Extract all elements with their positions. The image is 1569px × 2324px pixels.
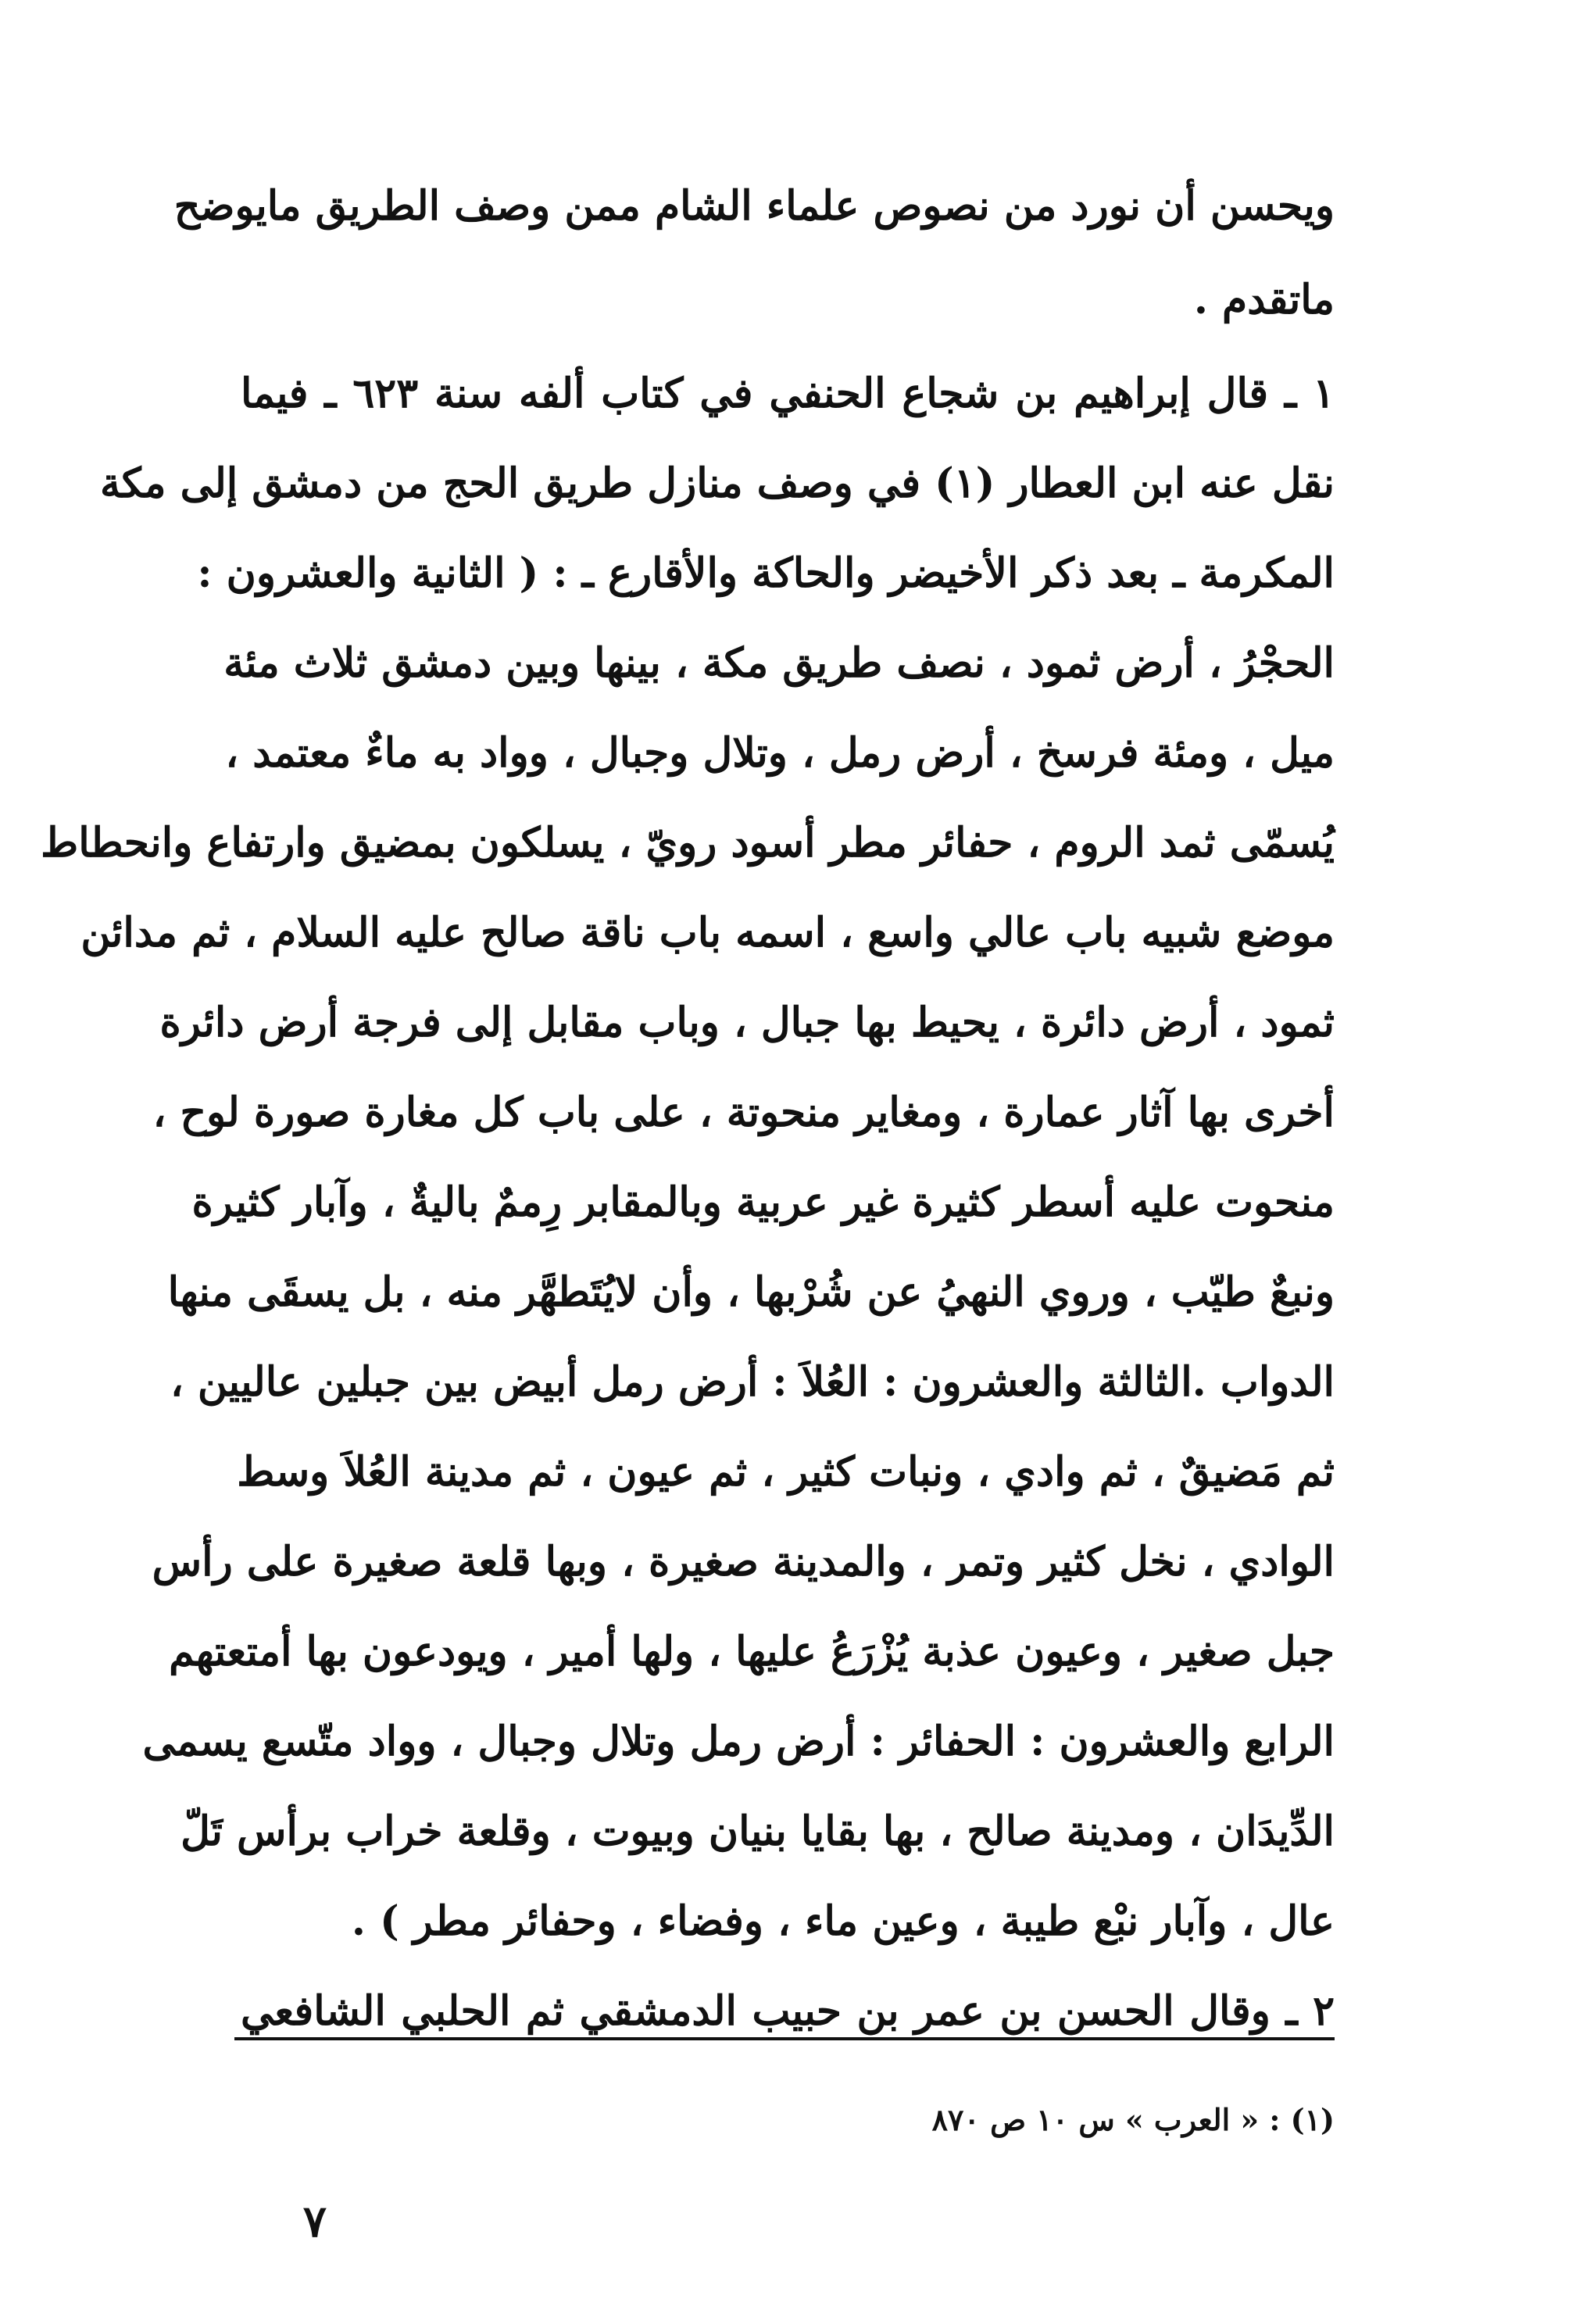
text-line: الدِّيدَان ، ومدينة صالح ، بها بقايا بنيان وبيوت ، وقلعة خراب برأس تَلّ	[180, 1807, 1335, 1855]
text-line: ويحسن أن نورد من نصوص علماء الشام ممن وصف الطريق مايوضح	[173, 182, 1335, 230]
text-line: المكرمة ـ بعد ذكر الأخيضر والحاكة والأقارع ـ : ( الثانية والعشرون :	[197, 549, 1335, 597]
text-line: الرابع والعشرون : الحفائر : أرض رمل وتلال وجبال ، وواد متّسع يسمى	[142, 1718, 1335, 1765]
text-line: نقل عنه ابن العطار (١) في وصف منازل طريق الحج من دمشق إلى مكة	[100, 459, 1335, 507]
text-line: ثم مَضيقٌ ، ثم وادي ، ونبات كثير ، ثم عيون ، ثم مدينة العُلاَ وسط	[237, 1448, 1335, 1496]
text-line: ماتقدم .	[1193, 276, 1335, 324]
text-line: ونبعٌ طيّب ، وروي النهيُ عن شُرْبها ، وأن لايُتَطهَّر منه ، بل يسقَى منها	[167, 1268, 1335, 1316]
footnote: (١) : « العرب » س ١٠ ص ٨٧٠	[931, 2102, 1335, 2137]
text-line: منحوت عليه أسطر كثيرة غير عربية وبالمقابر رِممٌ باليةٌ ، وآبار كثيرة	[191, 1178, 1335, 1226]
text-line: أخرى بها آثار عمارة ، ومغاير منحوتة ، على باب كل مغارة صورة لوح ،	[152, 1089, 1335, 1136]
text-line: موضع شبيه باب عالي واسع ، اسمه باب ناقة صالح عليه السلام ، ثم مدائن	[80, 909, 1335, 956]
text-line: ٢ ـ وقال الحسن بن عمر بن حبيب الدمشقي ثم الحلبي الشافعي	[241, 1987, 1335, 2035]
page-number: ٧	[302, 2196, 327, 2247]
text-line: ميل ، ومئة فرسخ ، أرض رمل ، وتلال وجبال ، وواد به ماءٌ معتمد ،	[225, 729, 1335, 777]
text-line: الحجْرُ ، أرض ثمود ، نصف طريق مكة ، بينها وبين دمشق ثلاث مئة	[223, 639, 1335, 687]
text-line: الوادي ، نخل كثير وتمر ، والمدينة صغيرة ، وبها قلعة صغيرة على رأس	[152, 1538, 1335, 1586]
text-line: يُسمّى ثمد الروم ، حفائر مطر أسود رويّ ، يسلكون بمضيق وارتفاع وانحطاط	[41, 819, 1335, 867]
text-line: عال ، وآبار نبْع طيبة ، وعين ماء ، وفضاء ، وحفائر مطر ) .	[351, 1897, 1335, 1945]
text-line: ١ ـ قال إبراهيم بن شجاع الحنفي في كتاب ألفه سنة ٦٢٣ ـ فيما	[241, 370, 1335, 417]
text-line: جبل صغير ، وعيون عذبة يُزْرَعُ عليها ، ولها أمير ، ويودعون بها أمتعتهم	[169, 1628, 1335, 1675]
text-line: ثمود ، أرض دائرة ، يحيط بها جبال ، وباب مقابل إلى فرجة أرض دائرة	[159, 999, 1335, 1046]
text-line: الدواب .الثالثة والعشرون : العُلاَ : أرض رمل أبيض بين جبلين عاليين ،	[170, 1358, 1335, 1406]
footnote-separator	[234, 2037, 1335, 2040]
